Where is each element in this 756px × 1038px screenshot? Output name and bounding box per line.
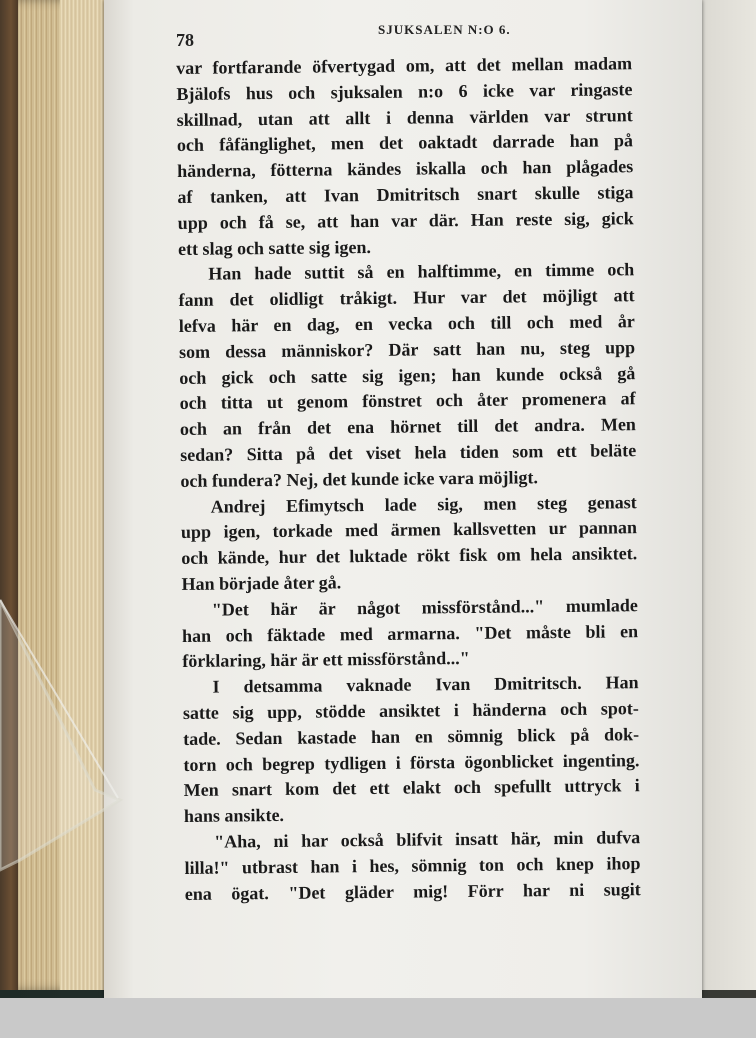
text-line: satte sig upp, stödde ansiktet i händerna och spot- <box>182 698 639 723</box>
header-title: SJUKSALEN N:O 6. <box>378 22 511 37</box>
text-line: ett slag och satte sig igen. <box>177 236 372 259</box>
text-line: var fortfarande öfvertygad om, att det mellan madam <box>176 53 633 78</box>
text-line: och titta ut genom fönstret och åter promenera af <box>179 388 636 414</box>
text-line: som dessa människor? Där satt han nu, steg upp <box>178 336 636 362</box>
text-line: lefva här en dag, en vecka och till och med år <box>178 311 635 336</box>
text-line: fann det olidligt tråkigt. Hur var det möjligt att <box>178 285 635 311</box>
text-line: sedan? Sitta på det viset hela tiden som ett beläte <box>180 440 637 465</box>
text-line: Men snart kom det ett elakt och spefullt uttryck i <box>183 775 640 801</box>
background-strip <box>0 998 756 1038</box>
text-line: ena ögat. "Det gläder mig! Förr har ni sugit <box>184 878 641 904</box>
text-line: "Det här är något missförstånd..." mumlade <box>211 594 638 620</box>
text-line: lilla!" utbrast han i hes, sömnig ton och knep ihop <box>184 852 641 878</box>
text-line: Bjälofs hus och sjuksalen n:o 6 icke var ringaste <box>176 79 633 104</box>
page-stack-edge <box>60 0 108 990</box>
text-line: Han hade suttit så en halftimme, en timme och <box>208 259 635 285</box>
text-line: han och fäktade med armarna. "Det måste bli en <box>181 620 639 646</box>
text-line: upp igen, torkade med ärmen kallsvetten ur pannan <box>180 517 638 543</box>
text-line: af tanken, att Ivan Dmitritsch snart skulle stiga <box>177 182 634 207</box>
text-line: och fundera? Nej, det kunde icke vara möjligt. <box>180 466 539 491</box>
page-number: 78 <box>176 30 194 50</box>
text-line: torn och begrep tydligen i första ögonblicket ingenting. <box>183 749 640 775</box>
body-text <box>176 51 641 907</box>
text-line: Andrej Efimytsch lade sig, men steg genast <box>210 491 637 517</box>
text-line: hans ansikte. <box>183 805 285 827</box>
text-line: händerna, fötterna kändes iskalla och han plågades <box>177 156 634 182</box>
text-line: I detsamma vaknade Ivan Dmitritsch. Han <box>212 672 639 697</box>
text-line: Han började åter gå. <box>181 572 342 594</box>
text-line: "Aha, ni har också blifvit insatt här, min dufva <box>214 827 641 852</box>
book-page <box>104 0 702 998</box>
text-line: och fåfänglighet, men det oaktadt darrade han på <box>176 130 634 156</box>
text-line: tade. Sedan kastade han en sömnig blick på dok- <box>183 723 640 749</box>
text-line: och gick och satte sig igen; han kunde också gå <box>179 362 636 388</box>
running-head <box>164 20 644 50</box>
text-line: och kände, hur det luktade rökt fisk om hela ansiktet. <box>181 543 638 569</box>
text-line: upp och få se, att han var där. Han reste sig, gick <box>177 207 634 233</box>
text-line: skillnad, utan att allt i denna världen var strunt <box>176 104 633 130</box>
text-line: förklaring, här är ett missförstånd..." <box>182 648 470 672</box>
text-line: och an från det ena hörnet till det andra. Men <box>179 414 636 440</box>
